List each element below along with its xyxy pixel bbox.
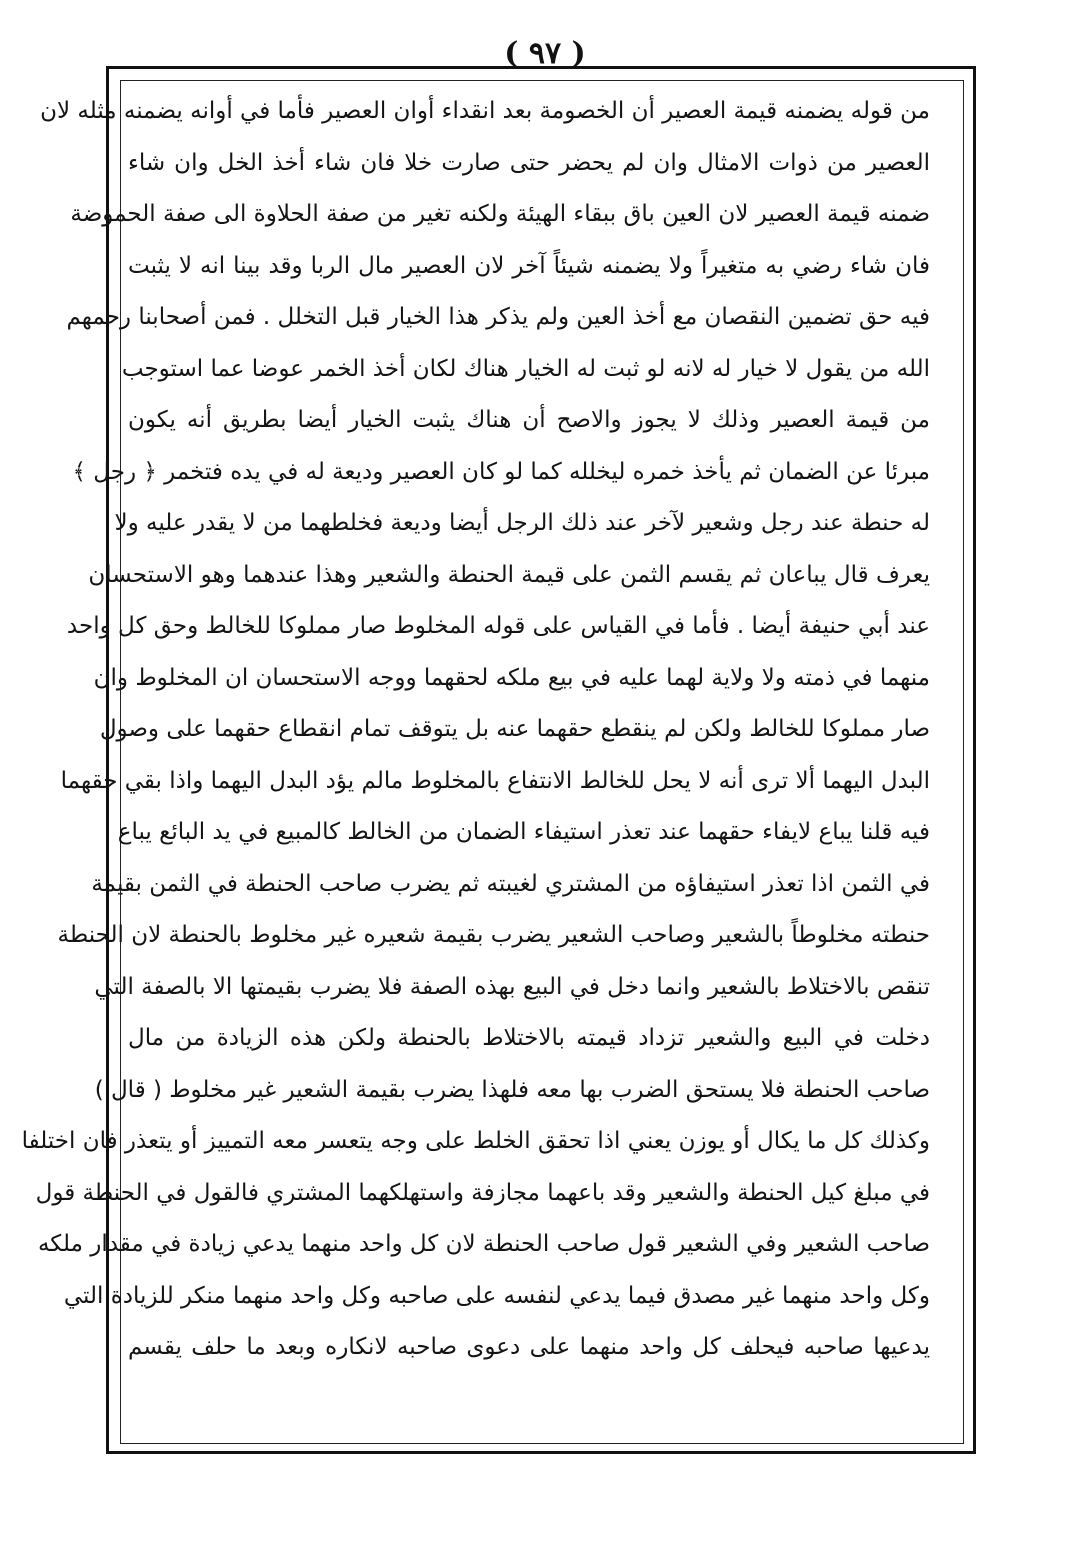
text-line: فان شاء رضي به متغيراً ولا يضمنه شيئاً آخر لان العصير مال الربا وقد بينا انه لا يثبت [128,252,930,279]
text-line: له حنطة عند رجل وشعير لآخر عند ذلك الرجل أيضا وديعة فخلطهما من لا يقدر عليه ولا [114,510,930,536]
text-line: من قوله يضمنه قيمة العصير أن الخصومة بعد انقداء أوان العصير فأما في أوانه يضمنه مثله لان [40,98,930,124]
text-line: مبرئا عن الضمان ثم يأخذ خمره ليخلله كما لو كان العصير وديعة له في يده فتخمر ﴿ رجل ﴾ [72,458,930,485]
text-line: دخلت في البيع والشعير تزداد قيمته بالاختلاط بالحنطة ولكن هذه الزيادة من مال [128,1025,930,1051]
text-line: صار مملوكا للخالط ولكن لم ينقطع حقهما عنه بل يتوقف تمام انقطاع حقهما على وصول [99,716,930,742]
text-body [21,86,930,1438]
text-line: العصير من ذوات الامثال وان لم يحضر حتى صارت خلا فان شاء أخذ الخل وان شاء [128,149,930,176]
text-line: منهما في ذمته ولا ولاية لهما عليه في بيع ملكه لحقهما ووجه الاستحسان ان المخلوط وان [93,664,930,691]
text-line: في الثمن اذا تعذر استيفاؤه من المشتري لغيبته ثم يضرب صاحب الحنطة في الثمن بقيمة [91,870,930,897]
text-line: في مبلغ كيل الحنطة والشعير وقد باعهما مجازفة واستهلكهما المشتري فالقول في الحنطة قول [35,1179,930,1206]
text-line: البدل اليهما ألا ترى أنه لا يحل للخالط الانتفاع بالمخلوط مالم يؤد البدل اليهما واذا بقي حقهما [60,767,930,794]
page-number: ( ٩٧ ) [504,36,586,71]
text-line: صاحب الشعير وفي الشعير قول صاحب الحنطة لان كل واحد منهما يدعي زيادة في مقدار ملكه [37,1231,930,1257]
text-line: يدعيها صاحبه فيحلف كل واحد منهما على دعوى صاحبه لانكاره وبعد ما حلف يقسم [128,1334,930,1360]
text-line: حنطته مخلوطاً بالشعير وصاحب الشعير يضرب بقيمة شعيره غير مخلوط بالحنطة لان الحنطة [57,922,930,948]
text-line: عند أبي حنيفة أيضا . فأما في القياس على قوله المخلوط صار مملوكا للخالط وحق كل واحد [66,613,930,639]
text-line: فيه قلنا يباع لايفاء حقهما عند تعذر استيفاء الضمان من الخالط كالمبيع في يد البائع يباع [117,819,930,845]
text-line: فيه حق تضمين النقصان مع أخذ العين ولم يذكر هذا الخيار قبل التخلل . فمن أصحابنا رحمهم [66,304,930,330]
text-line: وكذلك كل ما يكال أو يوزن يعني اذا تحقق الخلط على وجه يتعسر معه التمييز أو يتعذر فان اختلفا [21,1128,930,1154]
text-line: الله من يقول لا خيار له لانه لو ثبت له الخيار هناك لكان أخذ الخمر عوضا عما استوجب [121,355,930,382]
text-line: تنقص بالاختلاط بالشعير وانما دخل في البيع بهذه الصفة فلا يضرب بقيمتها الا بالصفة التي [94,973,930,1000]
text-line: صاحب الحنطة فلا يستحق الضرب بها معه فلهذا يضرب بقيمة الشعير غير مخلوط ( قال ) [94,1076,930,1103]
text-line: يعرف قال يباعان ثم يقسم الثمن على قيمة الحنطة والشعير وهذا عندهما وهو الاستحسان [88,561,930,588]
text-line: وكل واحد منهما غير مصدق فيما يدعي لنفسه على صاحبه وكل واحد منهما منكر للزيادة التي [63,1282,930,1309]
text-line: ضمنه قيمة العصير لان العين باق ببقاء الهيئة ولكنه تغير من صفة الحلاوة الى صفة الحموضة [70,201,930,227]
text-line: من قيمة العصير وذلك لا يجوز والاصح أن هناك يثبت الخيار أيضا بطريق أنه يكون [128,407,930,433]
